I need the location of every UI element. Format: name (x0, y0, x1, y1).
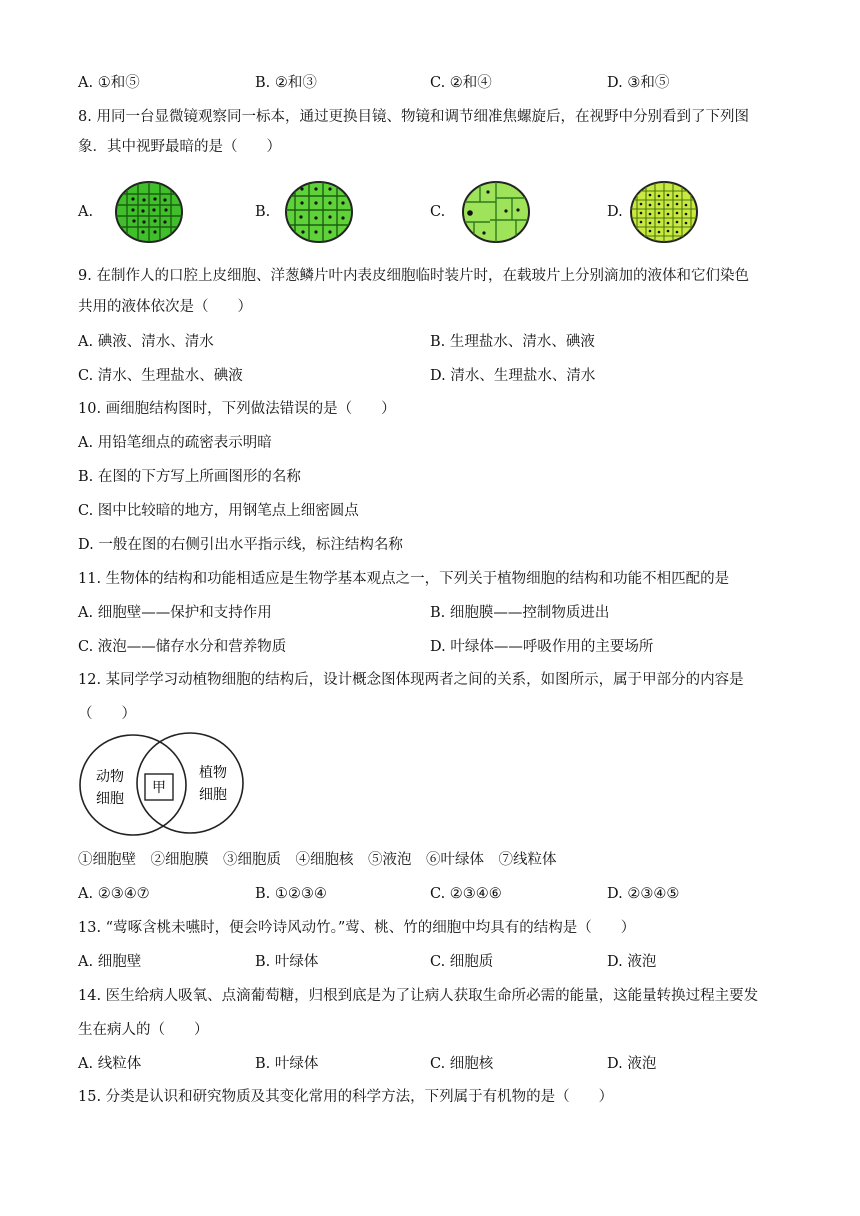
venn-right-label-2: 细胞 (199, 787, 227, 803)
microscope-field-b (283, 180, 355, 244)
venn-center-label: 甲 (152, 780, 166, 796)
q15-stem: 15. 分类是认识和研究物质及其变化常用的科学方法，下列属于有机物的是（ ） (78, 1089, 614, 1105)
q10-option-d: D. 一般在图的右侧引出水平指示线，标注结构名称 (78, 537, 403, 553)
q9-stem-line2: 共用的液体依次是（ ） (78, 299, 252, 315)
microscope-field-c (460, 180, 532, 244)
q8-option-d: D. (607, 204, 623, 220)
q13-option-c: C. 细胞质 (430, 954, 494, 970)
q14-option-b: B. 叶绿体 (255, 1056, 319, 1072)
q10-option-a: A. 用铅笔细点的疏密表示明暗 (78, 435, 272, 451)
q8-option-c: C. (430, 204, 446, 220)
venn-left-label-2: 细胞 (96, 791, 124, 807)
venn-left-label-1: 动物 (96, 769, 124, 785)
q13-option-d: D. 液泡 (607, 954, 657, 970)
q12-option-b: B. ①②③④ (255, 886, 327, 902)
venn-diagram (76, 729, 248, 841)
q10-option-b: B. 在图的下方写上所画图形的名称 (78, 469, 301, 485)
q14-option-d: D. 液泡 (607, 1056, 657, 1072)
microscope-field-a (113, 180, 185, 244)
q7-option-a: A. ①和⑤ (78, 75, 140, 91)
microscope-field-d (628, 180, 700, 244)
q12-stem-line1: 12. 某同学学习动植物细胞的结构后，设计概念图体现两者之间的关系，如图所示，属于甲部分的内容是 (78, 672, 744, 688)
q9-stem-line1: 9. 在制作人的口腔上皮细胞、洋葱鳞片叶内表皮细胞临时装片时，在载玻片上分别滴加的液体和它们染色 (78, 268, 749, 284)
q11-option-d: D. 叶绿体——呼吸作用的主要场所 (430, 639, 654, 655)
q11-option-b: B. 细胞膜——控制物质进出 (430, 605, 610, 621)
q8-stem-line2: 象．其中视野最暗的是（ ） (78, 139, 281, 155)
q9-option-b: B. 生理盐水、清水、碘液 (430, 334, 595, 350)
q12-option-a: A. ②③④⑦ (78, 886, 150, 902)
q13-option-b: B. 叶绿体 (255, 954, 319, 970)
venn-right-label-1: 植物 (199, 765, 227, 781)
q9-option-d: D. 清水、生理盐水、清水 (430, 368, 596, 384)
q8-stem-line1: 8. 用同一台显微镜观察同一标本，通过更换目镜、物镜和调节细准焦螺旋后，在视野中分别看到了下列图 (78, 109, 749, 125)
q7-option-d: D. ③和⑤ (607, 75, 670, 91)
q12-stem-line2: （ ） (78, 706, 136, 722)
q9-option-c: C. 清水、生理盐水、碘液 (78, 368, 243, 384)
q13-option-a: A. 细胞壁 (78, 954, 142, 970)
q10-stem: 10. 画细胞结构图时，下列做法错误的是（ ） (78, 401, 396, 417)
q12-items: ①细胞壁 ②细胞膜 ③细胞质 ④细胞核 ⑤液泡 ⑥叶绿体 ⑦线粒体 (78, 852, 557, 868)
q14-stem-line2: 生在病人的（ ） (78, 1022, 209, 1038)
q14-option-c: C. 细胞核 (430, 1056, 494, 1072)
q11-stem: 11. 生物体的结构和功能相适应是生物学基本观点之一，下列关于植物细胞的结构和功能不相匹配的是 (78, 571, 730, 587)
q12-option-c: C. ②③④⑥ (430, 886, 502, 902)
q14-stem-line1: 14. 医生给病人吸氧、点滴葡萄糖，归根到底是为了让病人获取生命所必需的能量，这能量转换过程主要发 (78, 988, 759, 1004)
q10-option-c: C. 图中比较暗的地方，用钢笔点上细密圆点 (78, 503, 359, 519)
q12-option-d: D. ②③④⑤ (607, 886, 680, 902)
q8-option-a: A. (78, 204, 94, 220)
q14-option-a: A. 线粒体 (78, 1056, 142, 1072)
q11-option-a: A. 细胞壁——保护和支持作用 (78, 605, 272, 621)
q11-option-c: C. 液泡——储存水分和营养物质 (78, 639, 287, 655)
q13-stem: 13. “莺啄含桃未嚥时，便会吟诗风动竹。”莺、桃、竹的细胞中均具有的结构是（ ） (78, 920, 636, 936)
q9-option-a: A. 碘液、清水、清水 (78, 334, 214, 350)
q8-option-b: B. (255, 204, 271, 220)
q7-option-b: B. ②和③ (255, 75, 317, 91)
q7-option-c: C. ②和④ (430, 75, 492, 91)
